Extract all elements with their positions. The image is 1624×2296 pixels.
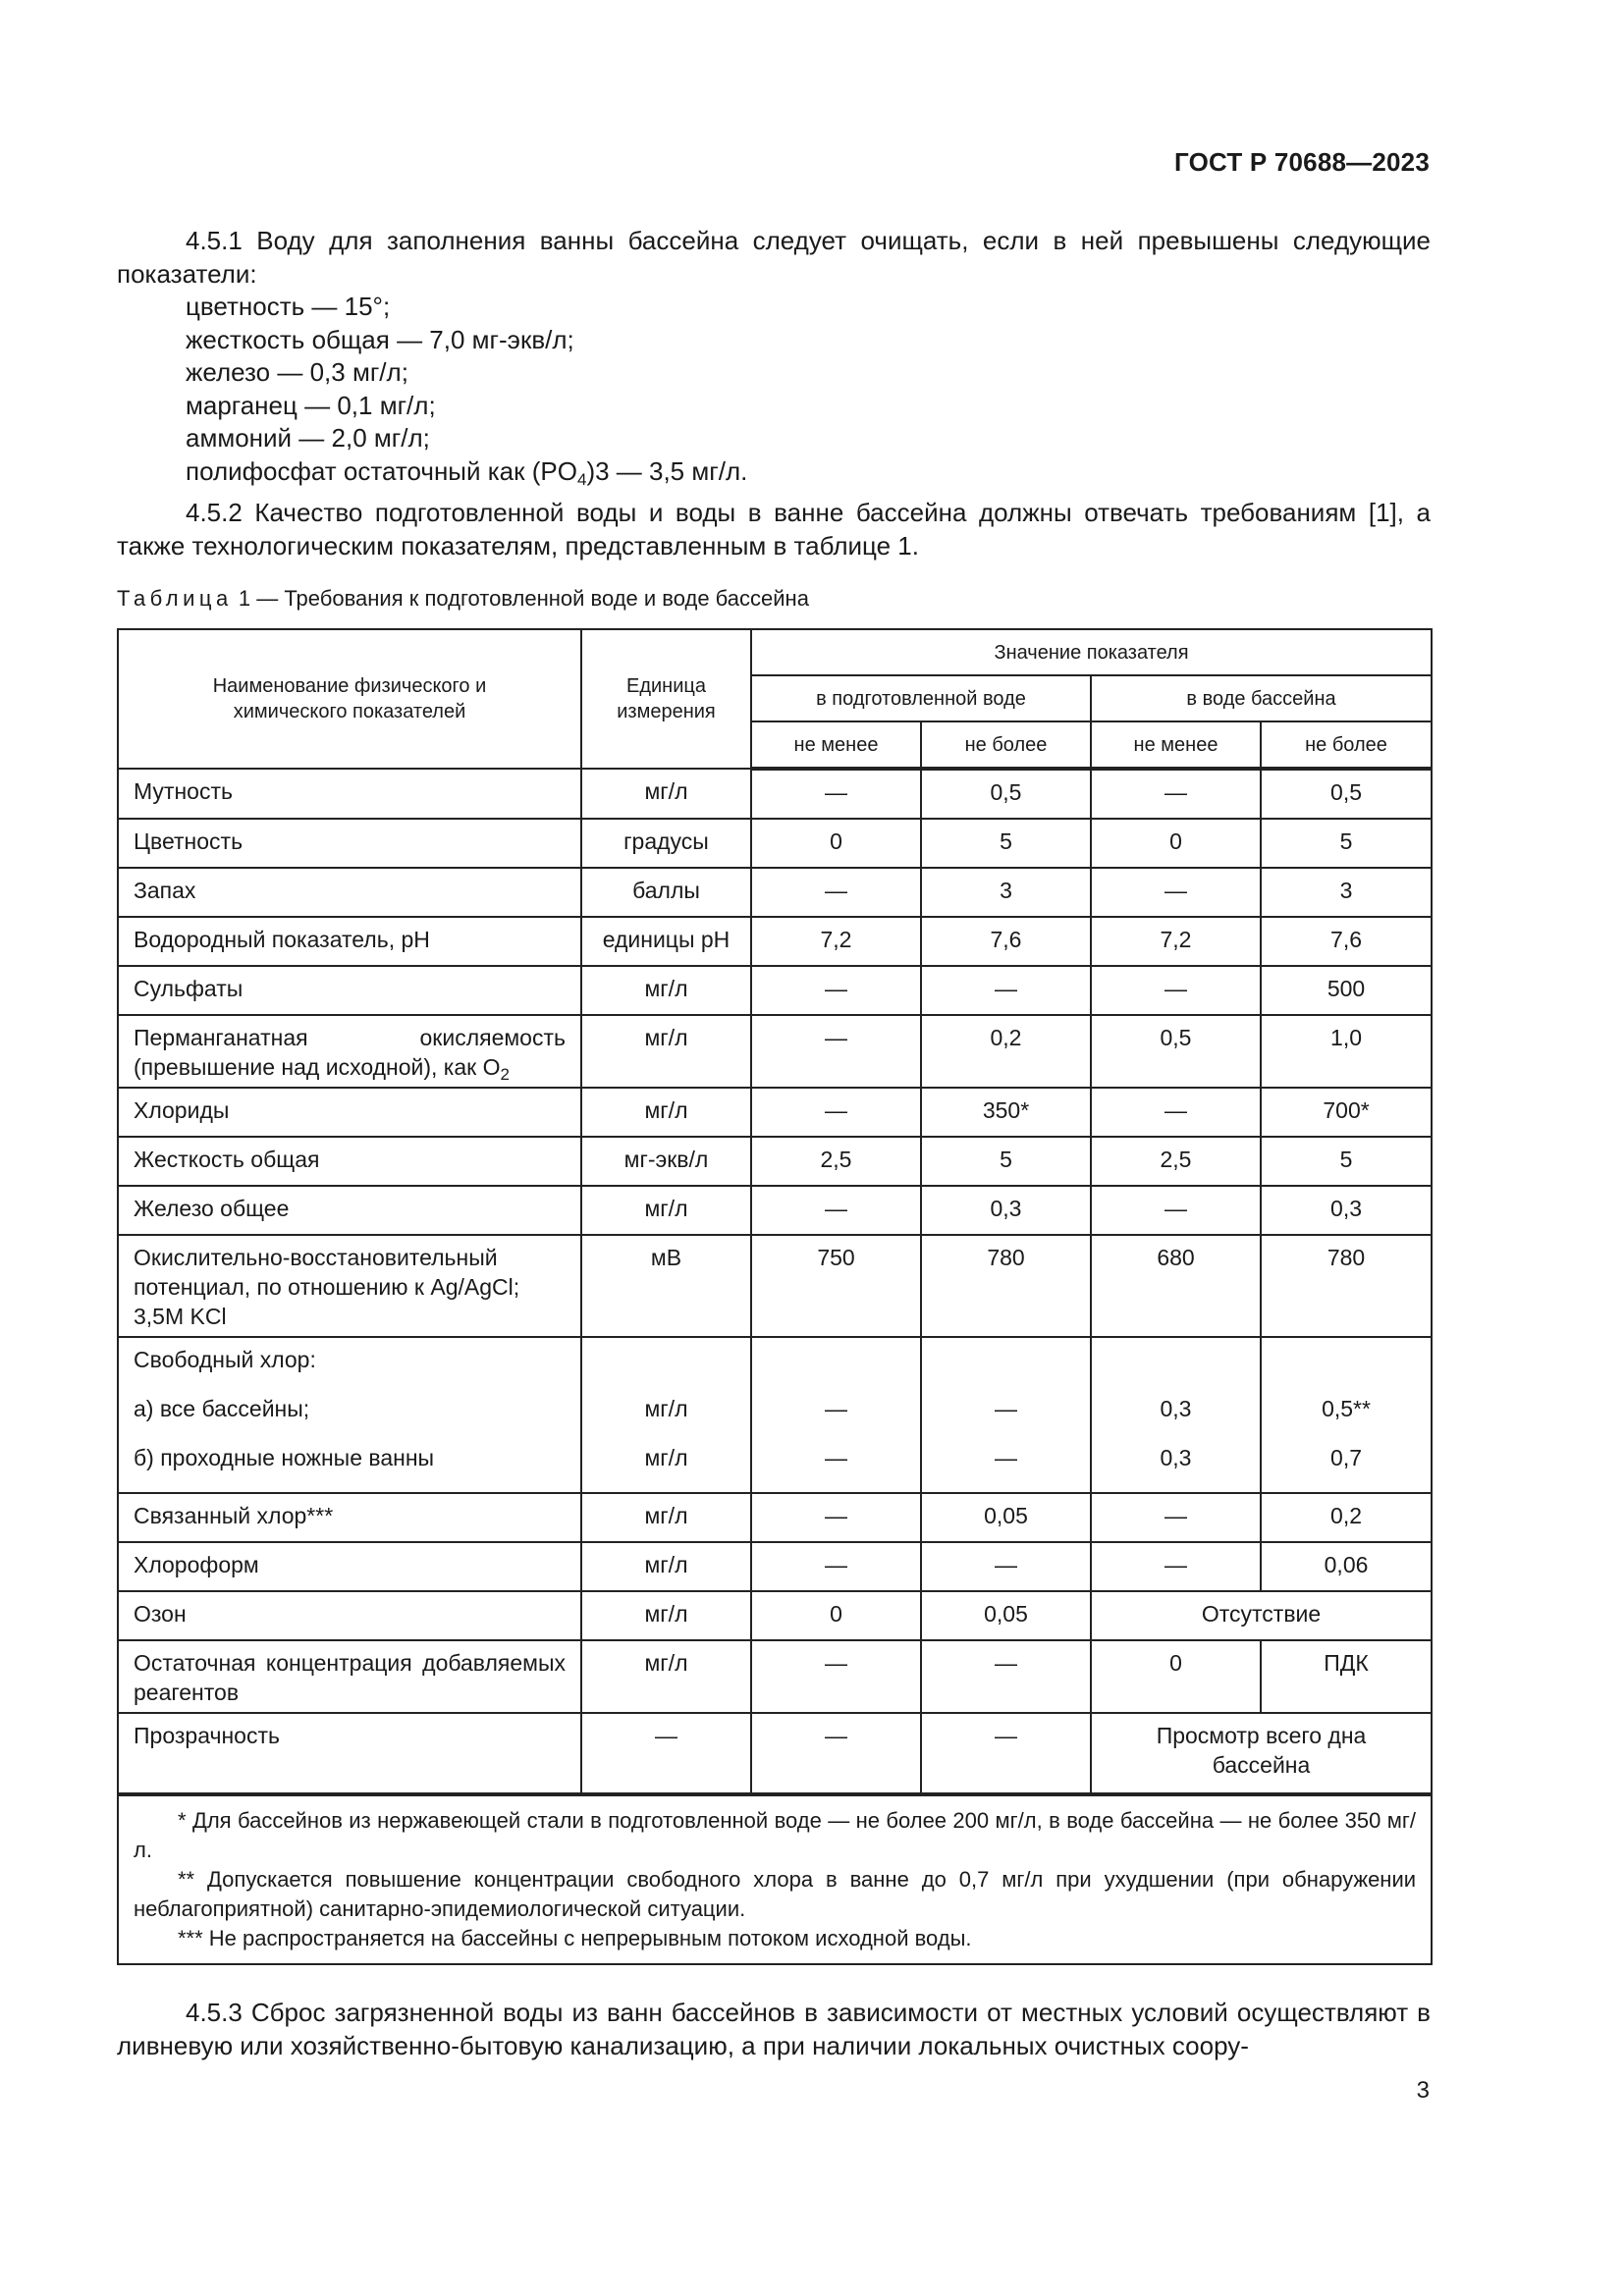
- value: 780: [1261, 1235, 1432, 1337]
- page-number: 3: [1416, 2077, 1430, 2104]
- value: — —: [751, 1337, 921, 1493]
- indicator-name: Связанный хлор***: [118, 1493, 581, 1542]
- unit: мг/л: [581, 1640, 751, 1713]
- indicator-name: Остаточная концентрация добавляемых реагентов: [118, 1640, 581, 1713]
- value: 0,2: [1261, 1493, 1432, 1542]
- table-row: [118, 1542, 1432, 1591]
- indicator-name: Водородный показатель, pH: [118, 917, 581, 966]
- value: 3: [1261, 868, 1432, 917]
- header-min: не менее: [1091, 721, 1261, 769]
- table-caption: Таблица 1 — Требования к подготовленной воде и воде бассейна: [117, 586, 809, 611]
- document-id: ГОСТ Р 70688—2023: [1174, 147, 1430, 177]
- value: Отсутствие: [1091, 1591, 1432, 1640]
- value: —: [1091, 1088, 1261, 1137]
- paragraph-text: 4.5.3 Сброс загрязненной воды из ванн бассейнов в зависимости от местных условий осуществляют в ливневую или хозяйственно-бытовую канализацию, а при наличии локальных очистных соору-: [117, 1998, 1431, 2060]
- value: —: [751, 868, 921, 917]
- value: 7,6: [1261, 917, 1432, 966]
- value: 0: [1091, 819, 1261, 868]
- value: 0,5: [921, 769, 1091, 819]
- indicator-name: Озон: [118, 1591, 581, 1640]
- unit: мг/л: [581, 1542, 751, 1591]
- indicator-name: Перманганатная окисляемость (превышение над исходной), как $O_2$: [118, 1015, 581, 1088]
- value: —: [921, 1713, 1091, 1794]
- table-notes: [118, 1794, 1432, 1964]
- indicator-name: Хлороформ: [118, 1542, 581, 1591]
- value: 3: [921, 868, 1091, 917]
- table-row: [118, 966, 1432, 1015]
- indicator-name: Хлориды: [118, 1088, 581, 1137]
- table-row: [118, 1640, 1432, 1713]
- value: —: [1091, 1493, 1261, 1542]
- value: 2,5: [1091, 1137, 1261, 1186]
- value: —: [1091, 769, 1261, 819]
- value: 5: [921, 819, 1091, 868]
- value: 0,3: [921, 1186, 1091, 1235]
- value: —: [751, 966, 921, 1015]
- indicator-name: Сульфаты: [118, 966, 581, 1015]
- header-prepared: в подготовленной воде: [751, 675, 1091, 721]
- indicator-name: Жесткость общая: [118, 1137, 581, 1186]
- list-item: аммоний — 2,0 мг/л;: [186, 423, 430, 453]
- value: —: [1091, 1186, 1261, 1235]
- value: 780: [921, 1235, 1091, 1337]
- unit: мг/л: [581, 966, 751, 1015]
- indicator-name: Мутность: [118, 769, 581, 819]
- paragraph-4-5-1: [117, 225, 1431, 291]
- value: 0,06: [1261, 1542, 1432, 1591]
- value: 750: [751, 1235, 921, 1337]
- value: —: [751, 1088, 921, 1137]
- indicator-name: Прозрачность: [118, 1713, 581, 1794]
- list-item: железо — 0,3 мг/л;: [186, 357, 408, 387]
- value: —: [1091, 868, 1261, 917]
- value: —: [751, 1713, 921, 1794]
- value: Просмотр всего дна бассейна: [1091, 1713, 1432, 1794]
- value: 7,6: [921, 917, 1091, 966]
- table-row: [118, 868, 1432, 917]
- value: ПДК: [1261, 1640, 1432, 1713]
- value: 0,5: [1091, 1015, 1261, 1088]
- unit: мг/л: [581, 1493, 751, 1542]
- unit: градусы: [581, 819, 751, 868]
- indicator-name: Свободный хлор: а) все бассейны; б) проходные ножные ванны: [118, 1337, 581, 1493]
- unit: мг/л: [581, 769, 751, 819]
- header-value: Значение показателя: [751, 629, 1432, 675]
- table-row: [118, 1137, 1432, 1186]
- value: 0: [751, 819, 921, 868]
- value: 500: [1261, 966, 1432, 1015]
- paragraph-text: 4.5.1 Воду для заполнения ванны бассейна следует очищать, если в ней превышены следующие показатели:: [117, 226, 1431, 289]
- list-item: полифосфат остаточный как $(PO_4)3$ — 3,5 мг/л.: [186, 455, 748, 489]
- value: 0,05: [921, 1591, 1091, 1640]
- value: 5: [1261, 819, 1432, 868]
- list-item: марганец — 0,1 мг/л;: [186, 390, 436, 420]
- value: 350*: [921, 1088, 1091, 1137]
- value: —: [921, 966, 1091, 1015]
- value: —: [921, 1640, 1091, 1713]
- value: —: [1091, 966, 1261, 1015]
- unit: единицы pH: [581, 917, 751, 966]
- unit: баллы: [581, 868, 751, 917]
- value: —: [751, 1493, 921, 1542]
- unit: мг-экв/л: [581, 1137, 751, 1186]
- indicator-name: Железо общее: [118, 1186, 581, 1235]
- table-row: [118, 769, 1432, 819]
- paragraph-text: 4.5.2 Качество подготовленной воды и воды в ванне бассейна должны отвечать требованиям [1], а также технологическим показателям, представленным в таблице 1.: [117, 498, 1431, 561]
- indicator-name: Цветность: [118, 819, 581, 868]
- value: 0,5** 0,7: [1261, 1337, 1432, 1493]
- header-max: не более: [921, 721, 1091, 769]
- value: —: [751, 1015, 921, 1088]
- value: —: [751, 769, 921, 819]
- header-min: не менее: [751, 721, 921, 769]
- value: 7,2: [751, 917, 921, 966]
- value: —: [921, 1542, 1091, 1591]
- paragraph-4-5-2: [117, 497, 1431, 562]
- table-row: [118, 1493, 1432, 1542]
- value: 0,2: [921, 1015, 1091, 1088]
- unit: мг/л: [581, 1186, 751, 1235]
- value: 680: [1091, 1235, 1261, 1337]
- table-row: [118, 1088, 1432, 1137]
- table-row: [118, 1186, 1432, 1235]
- indicator-name: Запах: [118, 868, 581, 917]
- value: —: [751, 1542, 921, 1591]
- paragraph-4-5-3: [117, 1997, 1431, 2062]
- limits-list: [186, 291, 747, 488]
- value: 0: [751, 1591, 921, 1640]
- table-row: [118, 1591, 1432, 1640]
- unit: —: [581, 1713, 751, 1794]
- value: —: [751, 1640, 921, 1713]
- indicator-name: Окислительно-восстановительный потенциал, по отношению к Ag/AgCl; 3,5M KCl: [118, 1235, 581, 1337]
- footnote: * Для бассейнов из нержавеющей стали в подготовленной воде — не более 200 мг/л, в воде бассейна — не более 350 мг/л.: [134, 1808, 1417, 1862]
- unit: мг/л: [581, 1015, 751, 1088]
- table-row-free-chlorine: [118, 1337, 1432, 1493]
- unit: мг/л мг/л: [581, 1337, 751, 1493]
- list-item: цветность — 15°;: [186, 292, 391, 321]
- table-row: [118, 819, 1432, 868]
- header-name: Наименование физического и химического показателей: [118, 629, 581, 769]
- value: 7,2: [1091, 917, 1261, 966]
- value: 1,0: [1261, 1015, 1432, 1088]
- table-row: [118, 1235, 1432, 1337]
- value: —: [751, 1186, 921, 1235]
- header-max: не более: [1261, 721, 1432, 769]
- unit: мг/л: [581, 1088, 751, 1137]
- value: 0: [1091, 1640, 1261, 1713]
- value: 700*: [1261, 1088, 1432, 1137]
- requirements-table: [117, 628, 1433, 1965]
- value: — —: [921, 1337, 1091, 1493]
- header-unit: Единица измерения: [581, 629, 751, 769]
- value: 0,3 0,3: [1091, 1337, 1261, 1493]
- table-row: [118, 1713, 1432, 1794]
- list-item: жесткость общая — 7,0 мг-экв/л;: [186, 324, 574, 354]
- header-pool: в воде бассейна: [1091, 675, 1432, 721]
- value: 5: [1261, 1137, 1432, 1186]
- unit: мВ: [581, 1235, 751, 1337]
- value: 5: [921, 1137, 1091, 1186]
- value: 2,5: [751, 1137, 921, 1186]
- value: 0,5: [1261, 769, 1432, 819]
- value: 0,3: [1261, 1186, 1432, 1235]
- footnote: *** Не распространяется на бассейны с непрерывным потоком исходной воды.: [178, 1926, 972, 1950]
- footnote: ** Допускается повышение концентрации свободного хлора в ванне до 0,7 мг/л при ухудшении (при обнаружении неблагоприятной) санитарно-эпидемиологической ситуации.: [134, 1867, 1417, 1921]
- value: 0,05: [921, 1493, 1091, 1542]
- value: —: [1091, 1542, 1261, 1591]
- table-row: [118, 917, 1432, 966]
- unit: мг/л: [581, 1591, 751, 1640]
- table-row: [118, 1015, 1432, 1088]
